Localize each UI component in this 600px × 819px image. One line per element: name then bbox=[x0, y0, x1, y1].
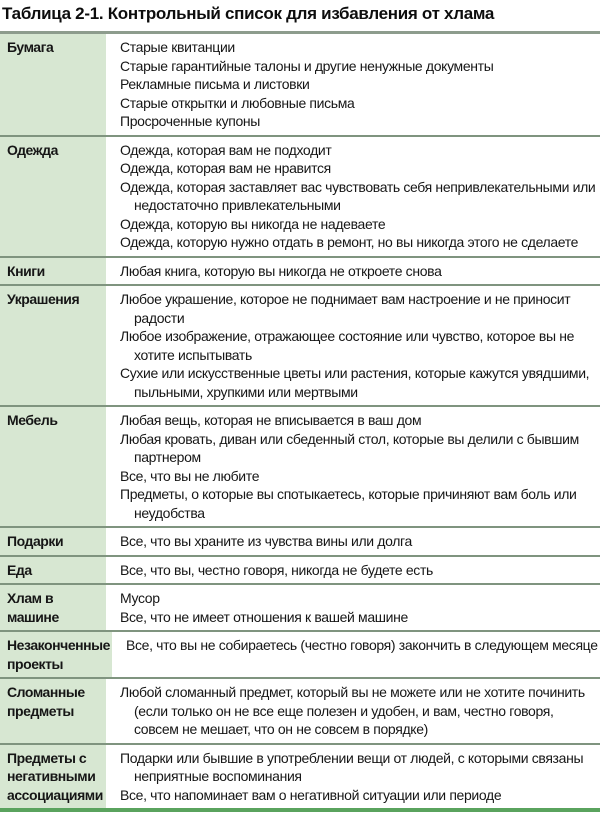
row-category: Одежда bbox=[0, 137, 106, 256]
checklist-item: Старые гарантийные талоны и другие ненужные документы bbox=[120, 57, 494, 74]
checklist-item: Предметы, о которые вы спотыкаетесь, которые причиняют вам боль или неудобства bbox=[120, 486, 577, 521]
row-items bbox=[106, 679, 600, 743]
table-title: Таблица 2-1. Контрольный список для избавления от хлама bbox=[2, 4, 495, 23]
declutter-checklist-table bbox=[0, 31, 600, 812]
table-row bbox=[0, 679, 600, 745]
row-items bbox=[106, 137, 600, 256]
checklist-item: Старые квитанции bbox=[120, 39, 235, 55]
checklist-item: Сухие или искусственные цветы или растения, которые кажутся увядшими, пыльными, хрупкими или мертвыми bbox=[120, 365, 590, 400]
row-category: Книги bbox=[0, 258, 106, 285]
checklist-item: Рекламные письма и листовки bbox=[120, 76, 310, 92]
checklist-item: Одежда, которая заставляет вас чувствовать себя непривлекательными или недостаточно привлекательными bbox=[120, 178, 596, 213]
checklist-item: Мусор bbox=[120, 590, 160, 606]
row-category: Украшения bbox=[0, 286, 106, 405]
table-row bbox=[0, 632, 600, 679]
checklist-item: Любая книга, которую вы никогда не откроете снова bbox=[120, 262, 442, 279]
checklist-item: Подарки или бывшие в употреблении вещи от людей, с которыми связаны неприятные воспоминания bbox=[120, 749, 584, 784]
table-row bbox=[0, 407, 600, 528]
table-row bbox=[0, 528, 600, 557]
checklist-item: Одежда, которая вам не подходит bbox=[120, 141, 332, 158]
row-category: Хлам в машине bbox=[0, 585, 106, 630]
row-items bbox=[106, 528, 600, 555]
row-items bbox=[106, 34, 600, 135]
checklist-item: Все, что напоминает вам о негативной ситуации или периоде bbox=[120, 786, 502, 803]
table-row bbox=[0, 137, 600, 258]
row-category: Мебель bbox=[0, 407, 106, 526]
row-items bbox=[106, 258, 600, 285]
checklist-item: Любая вещь, которая не вписывается в ваш дом bbox=[120, 412, 422, 428]
checklist-item: Любое украшение, которое не поднимает вам настроение и не приносит радости bbox=[120, 291, 571, 326]
checklist-item: Одежда, которую вы никогда не надеваете bbox=[120, 215, 386, 232]
checklist-item: Все, что не имеет отношения к вашей машине bbox=[120, 608, 408, 625]
row-items bbox=[106, 407, 600, 526]
row-category: Подарки bbox=[0, 528, 106, 555]
row-items bbox=[106, 286, 600, 405]
checklist-table-body bbox=[0, 34, 600, 808]
checklist-item: Любая кровать, диван или сбеденный стол, которые вы делили с бывшим партнером bbox=[120, 430, 579, 465]
row-category: Бумага bbox=[0, 34, 106, 135]
checklist-item: Просроченные купоны bbox=[120, 113, 260, 129]
row-category: Сломанные предметы bbox=[0, 679, 106, 743]
table-row bbox=[0, 585, 600, 632]
checklist-item: Одежда, которую нужно отдать в ремонт, но вы никогда этого не сделаете bbox=[120, 234, 579, 250]
checklist-item: Все, что вы не любите bbox=[120, 467, 260, 484]
checklist-item: Старые открытки и любовные письма bbox=[120, 94, 355, 111]
table-row bbox=[0, 34, 600, 137]
table-row bbox=[0, 286, 600, 407]
checklist-item: Любой сломанный предмет, который вы не можете или не хотите починить (если только он не все еще полезен и удобен, и вам, честно говоря, совсем не мешает, что он не совсем в порядке) bbox=[120, 684, 585, 737]
row-items bbox=[106, 557, 600, 584]
checklist-item: Все, что вы не собираетесь (честно говоря) закончить в следующем месяце bbox=[126, 637, 598, 653]
row-category: Предметы с негативными ассоциациями bbox=[0, 745, 106, 809]
row-category: Еда bbox=[0, 557, 106, 584]
row-items bbox=[106, 585, 600, 630]
checklist-item: Любое изображение, отражающее состояние или чувство, которое вы не хотите испытывать bbox=[120, 328, 575, 363]
row-items bbox=[112, 632, 600, 677]
table-row bbox=[0, 258, 600, 287]
row-category: Незаконченные проекты bbox=[0, 632, 112, 677]
checklist-item: Одежда, которая вам не нравится bbox=[120, 160, 331, 176]
checklist-item: Все, что вы храните из чувства вины или долга bbox=[120, 533, 412, 549]
table-row bbox=[0, 557, 600, 586]
checklist-item: Все, что вы, честно говоря, никогда не будете есть bbox=[120, 561, 433, 578]
row-items bbox=[106, 745, 600, 809]
table-row bbox=[0, 745, 600, 809]
